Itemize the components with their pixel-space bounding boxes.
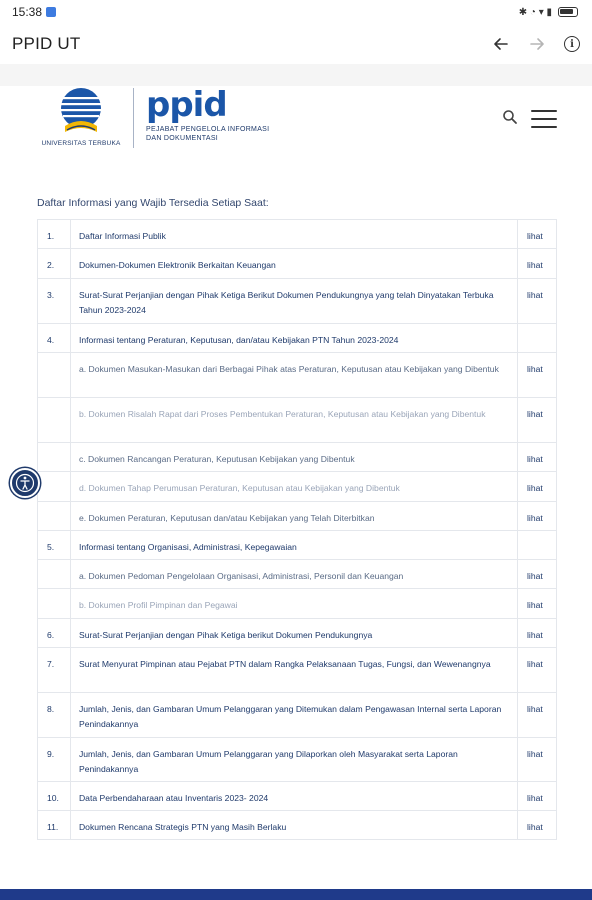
row-description <box>70 648 517 693</box>
row-number <box>38 472 71 502</box>
table-row <box>38 619 557 648</box>
row-number-text: 9. <box>47 749 55 759</box>
lihat-link[interactable]: lihat <box>527 793 543 803</box>
row-number-text <box>47 398 70 407</box>
row-link-cell <box>518 738 557 782</box>
lihat-link[interactable]: lihat <box>527 483 543 493</box>
hamburger-menu-icon[interactable] <box>531 110 557 128</box>
table-row <box>38 353 557 398</box>
row-link-cell <box>518 560 557 589</box>
row-number-text <box>47 472 70 481</box>
lihat-link[interactable]: lihat <box>527 260 543 270</box>
hamburger-line <box>531 126 557 128</box>
lihat-link[interactable]: lihat <box>527 231 543 241</box>
row-description-text: d. Dokumen Tahap Perumusan Peraturan, Keputusan atau Kebijakan yang Dibentuk <box>78 483 400 493</box>
row-number-text: 8. <box>47 704 55 714</box>
row-number-text: 4. <box>47 335 55 345</box>
row-link-cell <box>518 249 557 279</box>
row-description <box>70 811 517 840</box>
row-description <box>70 693 517 738</box>
row-link-cell <box>518 619 557 648</box>
row-number <box>38 249 71 279</box>
search-icon[interactable] <box>502 109 518 125</box>
status-icons: ✱ ◔ ▾ ▮ <box>518 6 552 18</box>
row-description <box>70 220 517 249</box>
lihat-link[interactable]: lihat <box>527 822 543 832</box>
row-number-text: 1. <box>47 231 55 241</box>
ppid-subtitle-line1: PEJABAT PENGELOLA INFORMASI <box>146 126 270 133</box>
row-link-cell <box>518 279 557 324</box>
ut-globe-icon <box>57 86 105 138</box>
row-link-cell <box>518 398 557 443</box>
row-number <box>38 353 71 398</box>
ut-caption: UNIVERSITAS TERBUKA <box>41 140 121 147</box>
row-description-text: Informasi tentang Peraturan, Keputusan, dan/atau Kebijakan PTN Tahun 2023-2024 <box>78 335 399 345</box>
row-link-cell <box>518 353 557 398</box>
info-icon[interactable]: i <box>564 36 580 52</box>
row-description-text: a. Dokumen Pedoman Pengelolaan Organisasi, Administrasi, Personil dan Keuangan <box>78 571 404 581</box>
table-row <box>38 398 557 443</box>
lihat-link[interactable]: lihat <box>527 704 543 714</box>
row-number <box>38 811 71 840</box>
row-description-text: e. Dokumen Peraturan, Keputusan dan/atau Kebijakan yang Telah Diterbitkan <box>78 513 375 523</box>
row-link-cell <box>518 324 557 353</box>
row-number-text: 7. <box>47 659 55 669</box>
table-row <box>38 531 557 560</box>
row-description <box>70 398 517 443</box>
table-row <box>38 648 557 693</box>
section-title: Daftar Informasi yang Wajib Tersedia Setiap Saat: <box>37 197 269 209</box>
row-description <box>70 353 517 398</box>
row-number-text <box>47 589 70 598</box>
lihat-link[interactable]: lihat <box>527 364 543 374</box>
row-number <box>38 589 71 619</box>
lihat-link <box>527 531 556 540</box>
row-description-text: Surat-Surat Perjanjian dengan Pihak Ketiga Berikut Dokumen Pendukungnya yang telah Dinyatakan Terbuka Tahun 2023-2024 <box>78 290 494 315</box>
ut-logo[interactable] <box>38 86 124 152</box>
table-row <box>38 472 557 502</box>
row-description <box>70 782 517 811</box>
arrow-left-icon[interactable] <box>492 35 510 53</box>
row-number <box>38 443 71 472</box>
row-description-text: Informasi tentang Organisasi, Administrasi, Kepegawaian <box>78 542 297 552</box>
lihat-link[interactable]: lihat <box>527 571 543 581</box>
row-number-text: 3. <box>47 290 55 300</box>
row-link-cell <box>518 589 557 619</box>
browser-divider-band <box>0 64 592 86</box>
table-row <box>38 443 557 472</box>
row-description-text: Data Perbendaharaan atau Inventaris 2023- 2024 <box>78 793 269 803</box>
row-number-text <box>47 443 70 452</box>
lihat-link[interactable]: lihat <box>527 290 543 300</box>
lihat-link <box>527 324 556 333</box>
row-description <box>70 502 517 531</box>
row-number-text <box>47 353 70 362</box>
row-description-text: Dokumen-Dokumen Elektronik Berkaitan Keuangan <box>78 260 276 270</box>
row-number-text: 10. <box>47 793 59 803</box>
row-number <box>38 560 71 589</box>
row-link-cell <box>518 472 557 502</box>
row-number <box>38 324 71 353</box>
row-number-text <box>47 560 70 569</box>
table-row <box>38 738 557 782</box>
row-number <box>38 398 71 443</box>
lihat-link[interactable]: lihat <box>527 513 543 523</box>
row-link-cell <box>518 502 557 531</box>
row-description <box>70 279 517 324</box>
ppid-subtitle-line2: DAN DOKUMENTASI <box>146 135 219 142</box>
hamburger-line <box>531 118 557 120</box>
row-number <box>38 279 71 324</box>
lihat-link[interactable]: lihat <box>527 600 543 610</box>
site-header <box>0 86 592 162</box>
arrow-right-icon[interactable] <box>528 35 546 53</box>
main-content <box>37 196 557 840</box>
row-number-text: 5. <box>47 542 55 552</box>
row-description-text: Surat-Surat Perjanjian dengan Pihak Ketiga berikut Dokumen Pendukungnya <box>78 630 373 640</box>
row-number <box>38 738 71 782</box>
row-number <box>38 619 71 648</box>
table-row <box>38 324 557 353</box>
row-description <box>70 589 517 619</box>
row-description-text: Surat Menyurat Pimpinan atau Pejabat PTN dalam Rangka Pelaksanaan Tugas, Fungsi, dan Wewenangnya <box>78 659 491 669</box>
row-link-cell <box>518 648 557 693</box>
row-description-text: b. Dokumen Profil Pimpinan dan Pegawai <box>78 600 238 610</box>
app-bar <box>0 24 592 64</box>
status-right <box>519 7 578 18</box>
row-link-cell <box>518 693 557 738</box>
row-description-text: Daftar Informasi Publik <box>78 231 166 241</box>
lihat-link[interactable]: lihat <box>527 630 543 640</box>
status-left <box>12 5 56 19</box>
table-row <box>38 693 557 738</box>
row-link-cell <box>518 811 557 840</box>
logo-divider <box>133 88 134 148</box>
row-number-text: 11. <box>47 822 59 832</box>
table-row <box>38 782 557 811</box>
row-number <box>38 648 71 693</box>
row-number <box>38 782 71 811</box>
row-description-text: c. Dokumen Rancangan Peraturan, Keputusan Kebijakan yang Dibentuk <box>78 454 355 464</box>
row-description-text: Jumlah, Jenis, dan Gambaran Umum Pelanggaran yang Dilaporkan oleh Masyarakat serta Laporan Penindakannya <box>78 749 458 774</box>
row-description <box>70 249 517 279</box>
lihat-link[interactable]: lihat <box>527 659 543 669</box>
table-row <box>38 220 557 249</box>
row-description <box>70 443 517 472</box>
info-table <box>37 219 557 840</box>
status-bar <box>0 0 592 24</box>
row-description <box>70 619 517 648</box>
row-number <box>38 693 71 738</box>
row-description <box>70 560 517 589</box>
row-link-cell <box>518 531 557 560</box>
row-link-cell <box>518 220 557 249</box>
row-number-text: 6. <box>47 630 55 640</box>
app-actions <box>492 35 580 53</box>
ppid-wordmark: ppid <box>146 85 227 125</box>
lihat-link[interactable]: lihat <box>527 409 543 419</box>
app-title: PPID UT <box>12 34 81 53</box>
row-number <box>38 220 71 249</box>
table-row <box>38 279 557 324</box>
table-row <box>38 811 557 840</box>
table-row <box>38 502 557 531</box>
table-row <box>38 249 557 279</box>
footer-bar <box>0 889 592 900</box>
row-number-text <box>47 502 70 511</box>
row-description <box>70 472 517 502</box>
row-number-text: 2. <box>47 260 55 270</box>
row-description-text: Jumlah, Jenis, dan Gambaran Umum Pelanggaran yang Ditemukan dalam Pengawasan Internal serta Laporan Penindakannya <box>78 704 502 729</box>
row-number <box>38 531 71 560</box>
row-description <box>70 531 517 560</box>
accessibility-icon[interactable] <box>10 468 40 498</box>
battery-icon <box>558 7 578 17</box>
notification-icon <box>46 7 56 17</box>
row-link-cell <box>518 782 557 811</box>
row-description-text: b. Dokumen Risalah Rapat dari Proses Pembentukan Peraturan, Keputusan atau Kebijakan yang Dibentuk <box>78 409 486 419</box>
table-row <box>38 560 557 589</box>
hamburger-line <box>531 110 557 112</box>
ppid-logo[interactable] <box>146 85 306 150</box>
row-description <box>70 738 517 782</box>
row-number <box>38 502 71 531</box>
row-description <box>70 324 517 353</box>
lihat-link[interactable]: lihat <box>527 749 543 759</box>
row-description-text: a. Dokumen Masukan-Masukan dari Berbagai Pihak atas Peraturan, Keputusan atau Kebijakan yang Dibentuk <box>78 364 499 374</box>
status-time: 15:38 <box>12 5 43 19</box>
row-link-cell <box>518 443 557 472</box>
lihat-link[interactable]: lihat <box>527 454 543 464</box>
row-description-text: Dokumen Rencana Strategis PTN yang Masih Berlaku <box>78 822 287 832</box>
table-row <box>38 589 557 619</box>
